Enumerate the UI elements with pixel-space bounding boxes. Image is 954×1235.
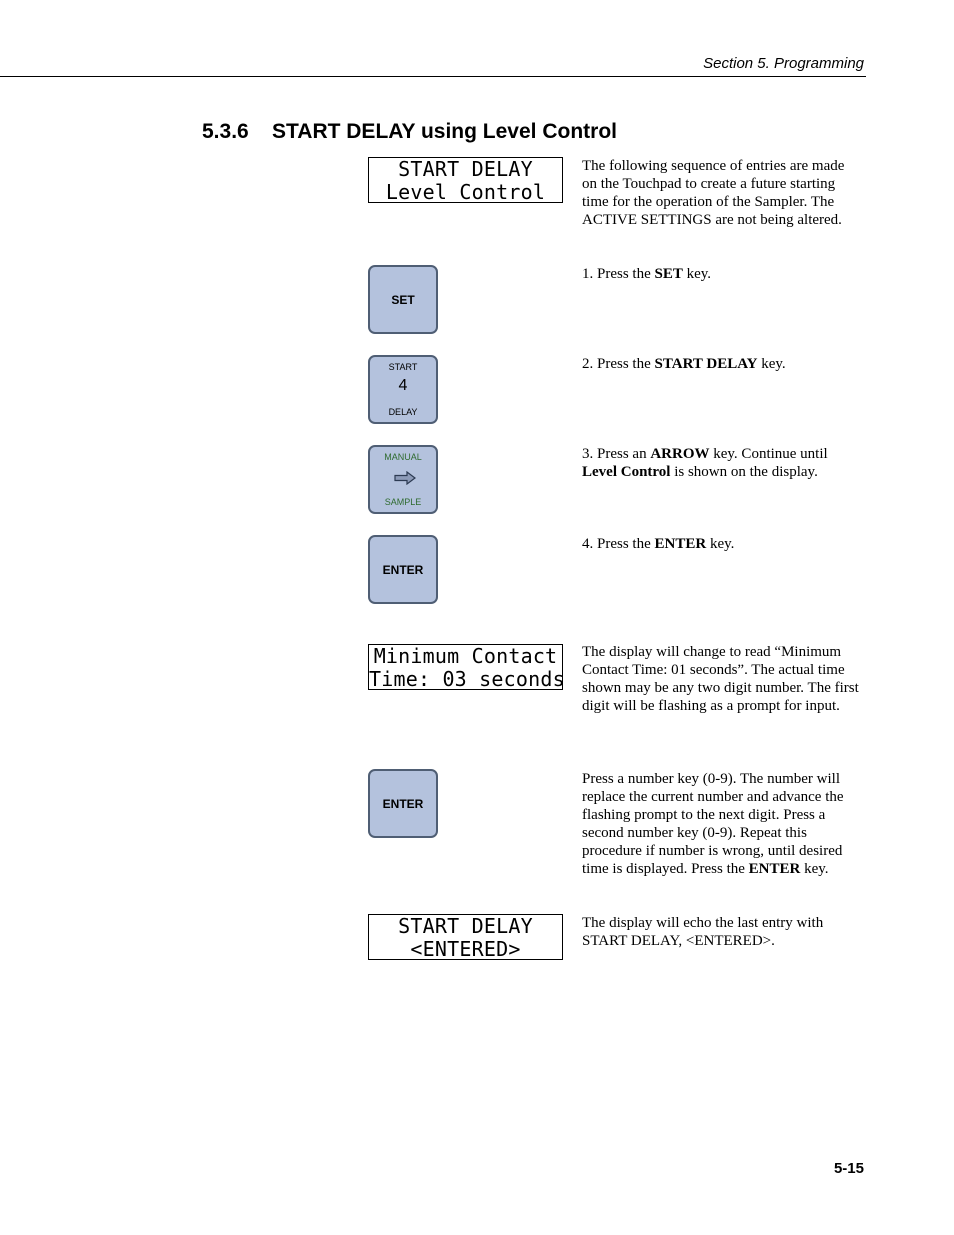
intro-paragraph: The following sequence of entries are made on the Touchpad to create a future starting time for the operation of the Sampler. The ACTIVE SETTINGS are not being altered. <box>582 158 845 228</box>
start-delay-key-bottom-label: DELAY <box>388 407 418 417</box>
number-key-paragraph: Press a number key (0-9). The number will replace the current number and advance the flashing prompt to the next digit. Press a second number key (0-9). Repeat this procedure if number is wrong, until desired time is displayed. Press the ENTER key. <box>582 771 844 877</box>
start-delay-key-top-label: START <box>388 362 418 372</box>
display-change-paragraph: The display will change to read “Minimum Contact Time: 01 seconds”. The actual time shown may be any two digit number. The first digit will be flashing as a prompt for input. <box>582 644 859 714</box>
arrow-key-bottom-label: SAMPLE <box>384 497 422 507</box>
lcd-display-entered <box>368 914 563 960</box>
section-heading <box>202 120 617 144</box>
enter-key[interactable] <box>368 535 438 604</box>
enter-key-second[interactable] <box>368 769 438 838</box>
section-number: 5.3.6 <box>202 120 249 143</box>
lcd-line-2: Level Control <box>385 180 546 204</box>
set-key-label: SET <box>391 292 415 307</box>
step-2-text: 2. Press the START DELAY key. <box>582 356 786 372</box>
lcd-display-start-delay <box>368 157 563 203</box>
enter-key-label: ENTER <box>382 562 424 577</box>
arrow-key[interactable] <box>368 445 438 514</box>
section-title: START DELAY using Level Control <box>272 120 617 143</box>
lcd-line-2: <ENTERED> <box>410 937 521 961</box>
step-4-text: 4. Press the ENTER key. <box>582 536 735 552</box>
lcd-line-1: Minimum Contact <box>373 644 558 668</box>
lcd-line-1: START DELAY <box>398 914 533 938</box>
set-key[interactable] <box>368 265 438 334</box>
echo-paragraph: The display will echo the last entry with START DELAY, <ENTERED>. <box>582 915 824 949</box>
start-delay-key[interactable] <box>368 355 438 424</box>
header-rule <box>0 76 866 77</box>
arrow-key-top-label: MANUAL <box>384 452 422 462</box>
lcd-line-2: Time: 03 seconds <box>369 667 565 691</box>
lcd-display-minimum-contact <box>368 644 563 690</box>
start-delay-key-number: 4 <box>398 377 408 394</box>
step-1-text: 1. Press the SET key. <box>582 266 712 282</box>
running-header: Section 5. Programming <box>703 55 864 72</box>
right-arrow-icon <box>394 471 416 485</box>
enter-key-label: ENTER <box>382 796 424 811</box>
page-number: 5-15 <box>833 1160 864 1177</box>
step-3-text: 3. Press an ARROW key. Continue until Level Control is shown on the display. <box>582 446 828 480</box>
lcd-line-1: START DELAY <box>398 157 533 181</box>
